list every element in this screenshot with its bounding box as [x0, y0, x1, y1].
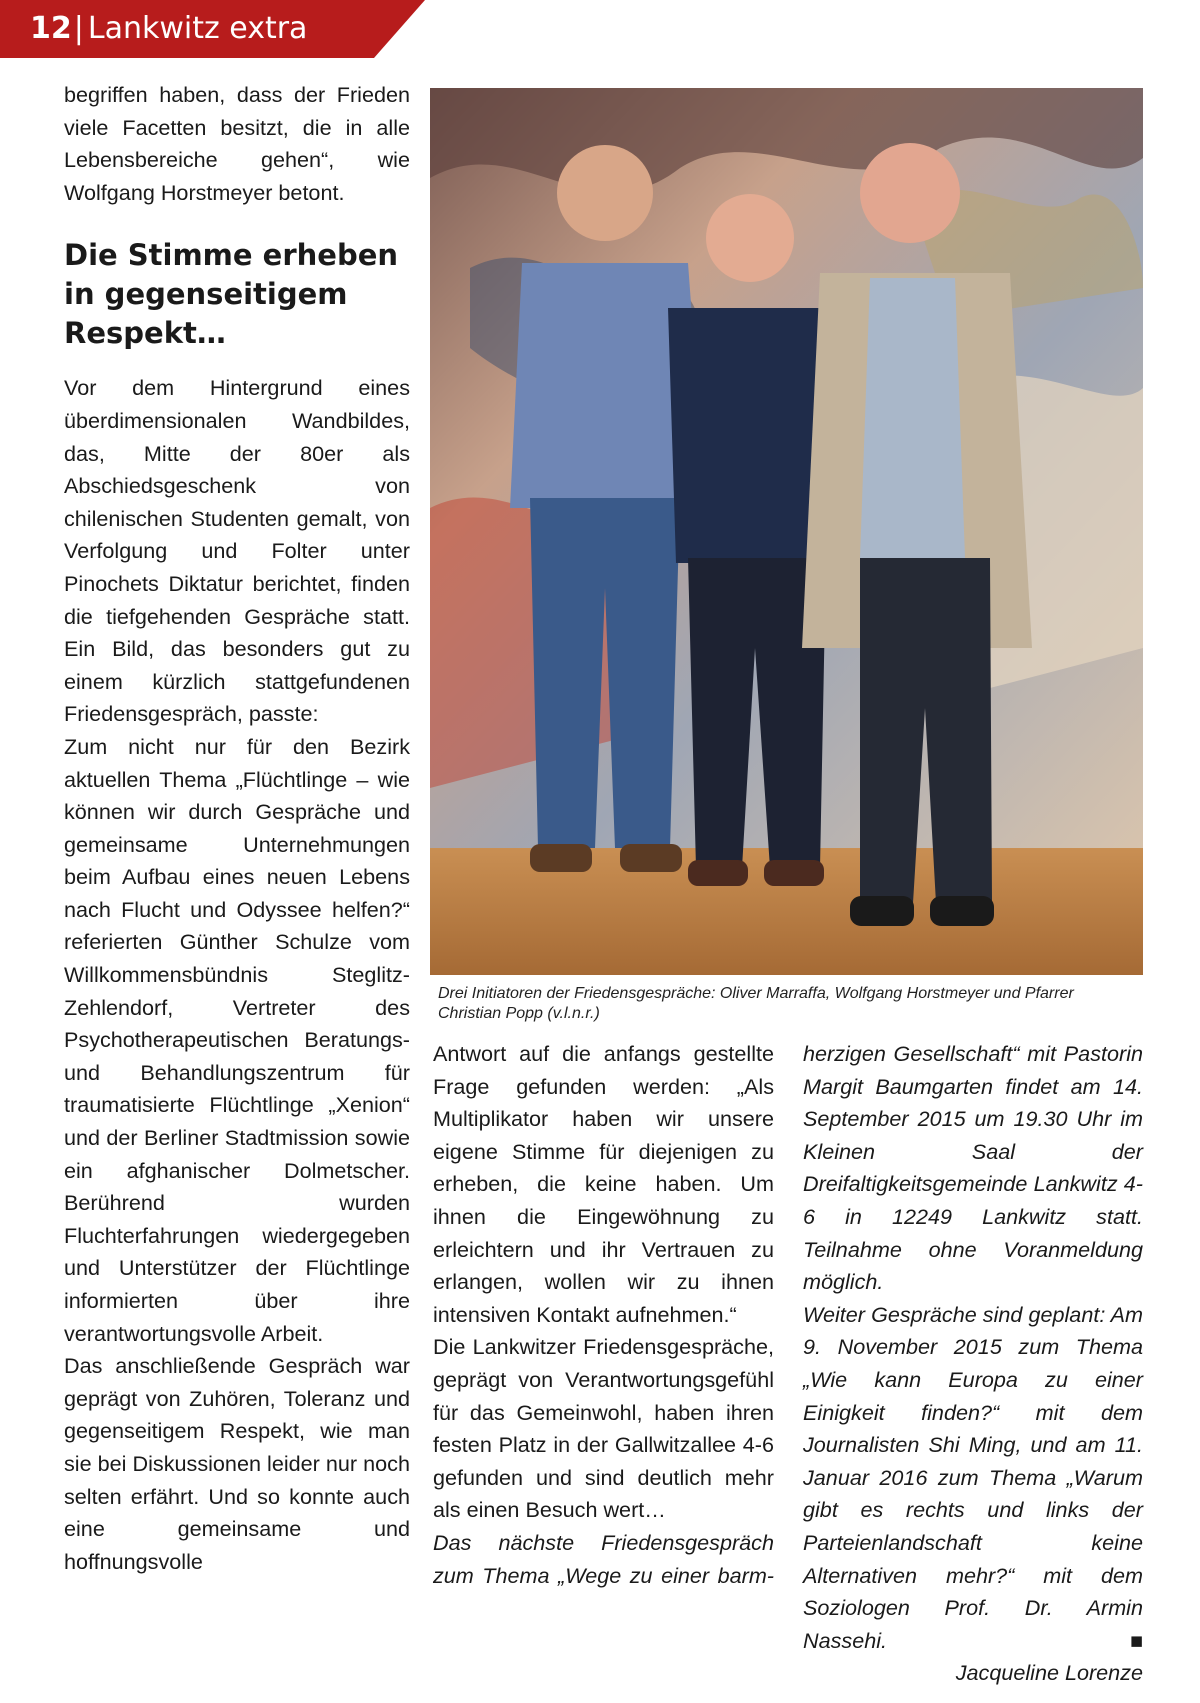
- group-photo: [430, 88, 1143, 975]
- section-title: Lankwitz extra: [87, 11, 308, 46]
- paragraph: Das anschließende Gespräch war geprägt von Zuhören, Toleranz und gegenseitigem Respekt, wie man sie bei Diskussionen leider nur noch selten erfährt. Und so konnte auch eine gemeinsame und hoffnungsvolle: [64, 1353, 410, 1574]
- paragraph: Vor dem Hintergrund eines überdimensionalen Wandbildes, das, Mitte der 80er als Abschiedsgeschenk von chilenischen Studenten gemalt, von Verfolgung und Folter unter Pinochets Diktatur berichtet, finden die tiefgehenden Gespräche statt. Ein Bild, das besonders gut zu einem kürzlich stattgefundenen Friedensgespräch, passte:: [64, 375, 410, 727]
- end-mark-icon: ■: [1129, 1627, 1143, 1653]
- announcement-paragraph: [803, 1299, 1143, 1658]
- author-byline: Jacqueline Lorenze: [955, 1660, 1143, 1686]
- article-column-middle: [433, 1038, 774, 1592]
- paragraph: Die Lankwitzer Friedensgespräche, geprägt von Verantwortungsgefühl für das Gemeinwohl, haben ihren festen Platz in der Gallwitzallee 4-6 gefunden und sind deutlich mehr als einen Besuch wert…: [433, 1334, 774, 1523]
- intro-paragraph: begriffen haben, dass der Frieden viele Facetten besitzt, die in alle Lebensbereiche gehen“, wie Wolfgang Horstmeyer betont.: [64, 82, 410, 205]
- article-column-left: [64, 79, 410, 1578]
- page-header: [30, 12, 307, 46]
- paragraph: Zum nicht nur für den Bezirk aktuellen Thema „Flüchtlinge – wie können wir durch Gespräche und gemeinsame Unternehmungen beim Aufbau eines neuen Lebens nach Flucht und Odyssee helfen?“ referierten Günther Schulze vom Willkommensbündnis Steglitz-Zehlendorf, Vertreter des Psychotherapeutischen Beratungs- und Behandlungszentrum für traumatisierte Flüchtlinge „Xenion“ und der Berliner Stadtmission sowie ein afghanischer Dolmetscher. Berührend wurden Fluchterfahrungen wiedergegeben und Unterstützer der Flüchtlinge informierten über ihre verantwortungsvolle Arbeit.: [64, 733, 410, 1346]
- announcement-paragraph: herzigen Gesellschaft“ mit Pastorin Margit Baumgarten findet am 14. September 2015 um 19.30 Uhr im Kleinen Saal der Dreifaltigkeitsgemeinde Lankwitz 4-6 in 12249 Lankwitz statt. Teilnahme ohne Voranmeldung möglich.: [803, 1041, 1143, 1295]
- header-separator: |: [73, 11, 84, 46]
- paragraph: Antwort auf die anfangs gestellte Frage gefunden werden: „Als Multiplikator haben wir unsere eigene Stimme für diejenigen zu erheben, die keine haben. Um ihnen die Eingewöhnung zu erleichtern und ihr Vertrauen zu erlangen, wollen wir zu ihnen intensiven Kontakt aufnehmen.“: [433, 1041, 774, 1327]
- photo-caption: Drei Initiatoren der Friedensgespräche: Oliver Marraffa, Wolfgang Horstmeyer und Pfarrer Christian Popp (v.l.n.r.): [438, 985, 1074, 1022]
- subheading: Die Stimme erheben in gegenseitigem Respekt…: [64, 238, 399, 351]
- announcement-text: Weiter Gespräche sind geplant: Am 9. November 2015 zum Thema „Wie kann Europa zu einer Einigkeit finden?“ mit dem Journalisten Shi Ming, und am 11. Januar 2016 zum Thema „Warum gibt es rechts und links der Parteienlandschaft keine Alternativen mehr?“ mit dem Soziologen Prof. Dr. Armin Nassehi.: [803, 1301, 1143, 1653]
- article-column-right: [803, 1038, 1143, 1690]
- page-number: 12: [30, 11, 72, 46]
- announcement-paragraph: Das nächste Friedensgespräch zum Thema „Wege zu einer barm-: [433, 1529, 774, 1588]
